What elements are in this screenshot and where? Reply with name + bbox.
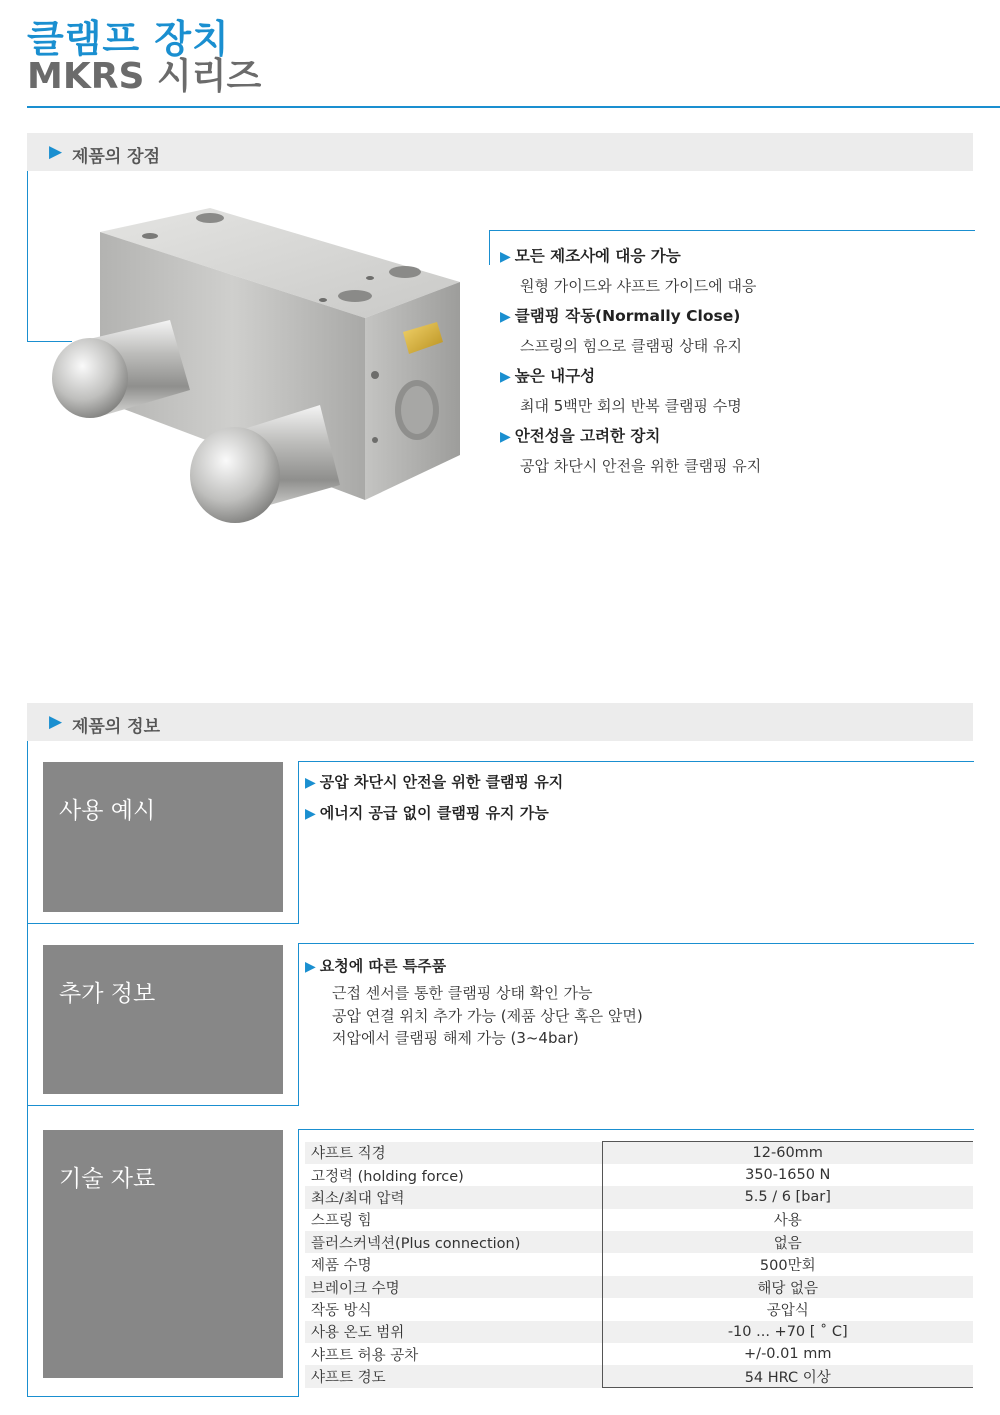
triangle-icon: ▶ [500,429,511,445]
triangle-icon: ▶ [49,142,63,162]
frame-line [27,1396,299,1397]
page-subtitle: MKRS 시리즈 [27,56,262,97]
spec-key: 브레이크 수명 [305,1276,602,1298]
advantages-list [500,245,970,485]
title-divider [27,106,1000,108]
frame-line [27,923,299,924]
spec-key: 제품 수명 [311,1258,372,1275]
list-item: ▶ 요청에 따른 특주품 [305,957,447,975]
info-section-header [27,703,973,741]
spec-key: 사용 온도 범위 [305,1321,602,1343]
frame-line [298,943,299,1106]
triangle-icon: ▶ [305,806,316,822]
table-row [305,1253,973,1275]
usage-list [305,767,563,829]
frame-line [298,1129,299,1397]
advantage-desc: 공압 차단시 안전을 위한 클램핑 유지 [520,457,762,475]
table-row [305,1321,973,1343]
spec-value: 12-60mm [602,1142,973,1164]
extra-label-box [43,945,283,1094]
table-row [305,1186,973,1208]
spec-value: -10 ... +70 [ ˚ C] [602,1321,973,1343]
list-item: 공압 연결 위치 추가 가능 (제품 상단 혹은 앞면) [332,1006,643,1025]
advantage-title: 안전성을 고려한 장치 [514,427,661,445]
spec-value: 공압식 [602,1298,973,1320]
extra-label: 추가 정보 [59,981,156,1007]
advantage-title: 클램핑 작동(Normally Close) [514,307,741,325]
spec-value: 500만회 [602,1253,973,1275]
spec-key: 작동 방식 [311,1302,372,1319]
spec-value: 350-1650 N [602,1164,973,1186]
table-row [305,1164,973,1186]
advantage-title: 높은 내구성 [514,367,596,385]
spec-value: 없음 [602,1231,973,1253]
tech-label: 기술 자료 [59,1166,156,1192]
spec-key: 샤프트 경도 [305,1365,602,1387]
info-section-label: 제품의 정보 [72,717,161,737]
spec-key: 고정력 (holding force) [311,1168,464,1185]
frame-line [489,230,975,231]
table-row [305,1209,973,1231]
list-item [500,305,970,365]
spec-value: 5.5 / 6 [bar] [602,1186,973,1208]
table-row [305,1142,973,1164]
frame-line [27,741,28,1397]
list-item: ▶ 공압 차단시 안전을 위한 클램핑 유지 [305,773,564,791]
advantages-section-header [27,133,973,171]
list-item [500,365,970,425]
spec-value: 사용 [602,1209,973,1231]
table-row [305,1276,973,1298]
triangle-icon: ▶ [500,249,511,265]
list-item: ▶ 에너지 공급 없이 클램핑 유지 가능 [305,804,549,822]
advantage-desc: 스프링의 힘으로 클램핑 상태 유지 [520,337,742,355]
list-item: 근접 센서를 통한 클램핑 상태 확인 가능 [332,984,593,1002]
table-row [305,1231,973,1253]
table-row [305,1298,973,1320]
extra-list [305,951,643,1050]
spec-key: 스프링 힘 [311,1213,372,1230]
triangle-icon: ▶ [305,959,316,975]
frame-line [298,761,299,924]
frame-line [298,761,974,762]
tech-label-box [43,1130,283,1378]
list-item [500,245,970,305]
list-item: 저압에서 클램핑 해제 가능 (3~4bar) [332,1029,579,1047]
spec-table [305,1141,973,1388]
triangle-icon: ▶ [500,369,511,385]
frame-line [298,943,974,944]
frame-line [27,1105,299,1106]
table-row [305,1365,973,1387]
spec-key: 샤프트 직경 [305,1142,602,1164]
frame-line [489,230,490,265]
product-image [45,200,475,545]
page-title: 클램프 장치 [27,17,230,61]
spec-value: 해당 없음 [602,1276,973,1298]
usage-label: 사용 예시 [59,798,156,824]
frame-line [298,1129,974,1130]
spec-value: +/-0.01 mm [602,1343,973,1365]
spec-key: 최소/최대 압력 [305,1186,602,1208]
advantage-desc: 원형 가이드와 샤프트 가이드에 대응 [520,277,757,295]
advantages-section-label: 제품의 장점 [72,147,161,167]
triangle-icon: ▶ [49,712,63,732]
advantage-title: 모든 제조사에 대응 가능 [514,247,681,265]
table-row [305,1343,973,1365]
advantage-desc: 최대 5백만 회의 반복 클램핑 수명 [520,397,742,415]
triangle-icon: ▶ [500,309,511,325]
spec-value: 54 HRC 이상 [602,1365,973,1387]
spec-key: 샤프트 허용 공차 [311,1347,419,1364]
spec-key: 플러스커넥션(Plus connection) [305,1231,602,1253]
frame-line [27,171,28,342]
triangle-icon: ▶ [305,775,316,791]
list-item [500,425,970,485]
usage-label-box [43,762,283,912]
